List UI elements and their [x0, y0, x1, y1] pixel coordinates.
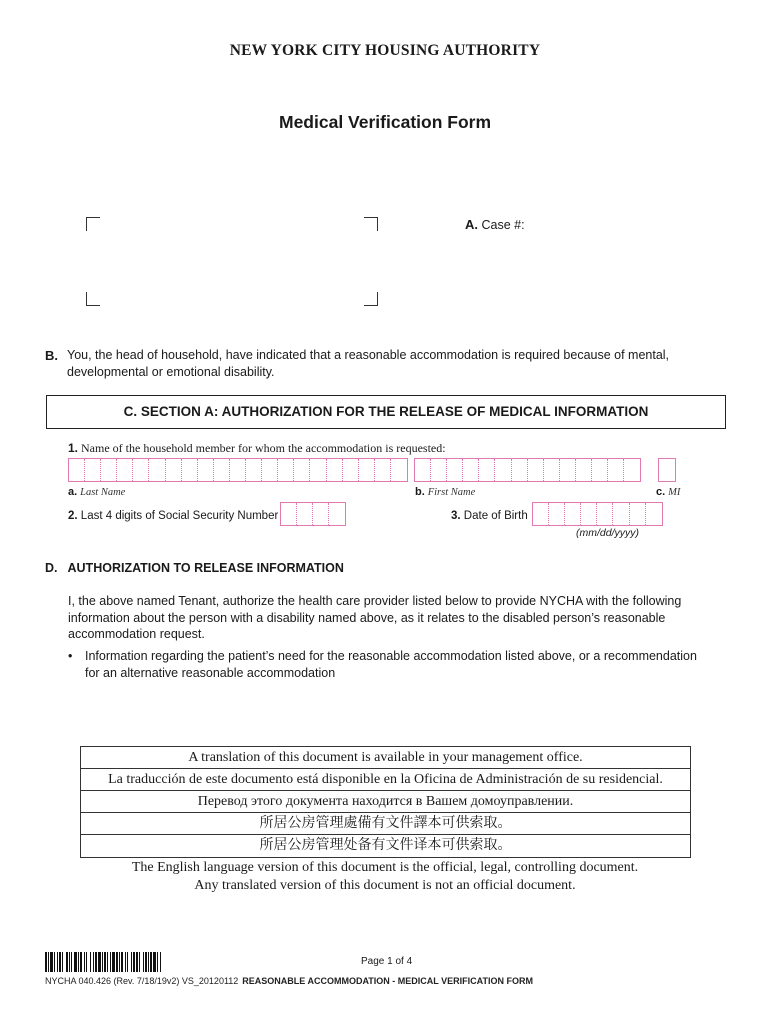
char-box[interactable] [149, 459, 165, 481]
char-box[interactable] [297, 503, 313, 525]
char-box[interactable] [659, 459, 675, 481]
char-box[interactable] [166, 459, 182, 481]
char-box[interactable] [512, 459, 528, 481]
section-d-heading [45, 561, 344, 575]
last-name-label [68, 486, 125, 498]
char-box[interactable] [646, 503, 662, 525]
char-box[interactable] [608, 459, 624, 481]
form-title: Medical Verification Form [279, 112, 491, 132]
address-window-corner-top-left [86, 217, 100, 231]
char-box[interactable] [327, 459, 343, 481]
ssn-last4-input[interactable] [280, 502, 346, 526]
question-3 [451, 510, 528, 522]
char-box[interactable] [431, 459, 447, 481]
char-box[interactable] [69, 459, 85, 481]
middle-initial-input[interactable] [658, 458, 676, 482]
form-name: REASONABLE ACCOMMODATION - MEDICAL VERIFICATION FORM [242, 976, 533, 986]
translation-note-line-1: The English language version of this document is the official, legal, controlling document. [131, 860, 639, 875]
char-box[interactable] [624, 459, 640, 481]
char-box[interactable] [597, 503, 613, 525]
char-box[interactable] [85, 459, 101, 481]
char-box[interactable] [613, 503, 629, 525]
barcode [45, 952, 288, 972]
question-1 [68, 441, 446, 456]
q3-number: 3. [451, 510, 461, 522]
mi-text: MI [668, 487, 681, 498]
char-box[interactable] [495, 459, 511, 481]
char-box[interactable] [310, 459, 326, 481]
page-number: Page 1 of 4 [361, 956, 413, 967]
date-format-hint: (mm/dd/yyyy) [576, 527, 639, 539]
address-window-corner-bottom-left [86, 292, 100, 306]
char-box[interactable] [246, 459, 262, 481]
char-box[interactable] [117, 459, 133, 481]
section-b [45, 347, 715, 381]
question-2 [68, 510, 278, 522]
first-name-letter: b. [415, 486, 425, 498]
translation-russian: Перевод этого документа находится в Вашем домоуправлении. [81, 791, 690, 813]
char-box[interactable] [278, 459, 294, 481]
address-window-corner-top-right [364, 217, 378, 231]
case-number-field[interactable] [465, 217, 525, 232]
char-box[interactable] [294, 459, 310, 481]
q3-text: Date of Birth [463, 510, 528, 522]
case-label: Case #: [481, 218, 525, 232]
last-name-input[interactable] [68, 458, 408, 482]
translation-note-line-2: Any translated version of this document is not an official document. [194, 878, 576, 893]
translation-spanish: La traducción de este documento está disponible en la Oficina de Administración de su residencial. [81, 769, 690, 791]
last-name-text: Last Name [80, 487, 126, 498]
q2-number: 2. [68, 510, 78, 522]
char-box[interactable] [533, 503, 549, 525]
char-box[interactable] [592, 459, 608, 481]
char-box[interactable] [447, 459, 463, 481]
translation-chinese-simplified: 所居公房管理处备有文件译本可供索取。 [259, 838, 512, 853]
char-box[interactable] [549, 503, 565, 525]
first-name-input[interactable] [414, 458, 641, 482]
char-box[interactable] [359, 459, 375, 481]
section-d-title: AUTHORIZATION TO RELEASE INFORMATION [67, 561, 344, 575]
char-box[interactable] [581, 503, 597, 525]
address-window-corner-bottom-right [364, 292, 378, 306]
mi-letter: c. [656, 486, 666, 498]
form-code: NYCHA 040.426 (Rev. 7/18/19v2) VS_20120112 [45, 976, 239, 986]
char-box[interactable] [391, 459, 407, 481]
translation-english: A translation of this document is available in your management office. [81, 747, 690, 769]
section-d-paragraph: I, the above named Tenant, authorize the health care provider listed below to provide NYCHA with the following information about the person with a disability named above, as it relates to the disabled person’s reasonable accommodation request. [68, 594, 682, 641]
translation-note [0, 859, 770, 895]
char-box[interactable] [281, 503, 297, 525]
char-box[interactable] [198, 459, 214, 481]
barcode-bar [161, 952, 162, 972]
section-c-heading: C. SECTION A: AUTHORIZATION FOR THE RELEASE OF MEDICAL INFORMATION [46, 395, 726, 429]
first-name-label [415, 486, 475, 498]
char-box[interactable] [630, 503, 646, 525]
section-d-bullet [68, 648, 708, 681]
char-box[interactable] [343, 459, 359, 481]
bullet-text: Information regarding the patient’s need for the reasonable accommodation listed above, or a recommendation for an alternative reasonable accommodation [85, 649, 697, 680]
char-box[interactable] [313, 503, 329, 525]
section-b-letter: B. [45, 348, 58, 363]
translation-table [80, 746, 691, 858]
q1-text: Name of the household member for whom the accommodation is requested: [81, 441, 446, 455]
last-name-letter: a. [68, 486, 78, 498]
translation-chinese-traditional: 所居公房管理處備有文件譯本可供索取。 [81, 813, 690, 835]
char-box[interactable] [101, 459, 117, 481]
first-name-text: First Name [427, 487, 476, 498]
char-box[interactable] [576, 459, 592, 481]
section-d-letter: D. [45, 561, 58, 575]
bullet-dot: • [68, 649, 73, 663]
case-letter: A. [465, 217, 478, 232]
char-box[interactable] [544, 459, 560, 481]
date-of-birth-input[interactable] [532, 502, 663, 526]
char-box[interactable] [528, 459, 544, 481]
char-box[interactable] [565, 503, 581, 525]
section-b-text: You, the head of household, have indicated that a reasonable accommodation is required because of mental, developmental or emotional disability. [67, 348, 670, 379]
agency-name: NEW YORK CITY HOUSING AUTHORITY [229, 42, 541, 59]
char-box[interactable] [182, 459, 198, 481]
q2-text: Last 4 digits of Social Security Number [80, 510, 279, 522]
form-footer [45, 976, 533, 986]
char-box[interactable] [463, 459, 479, 481]
char-box[interactable] [230, 459, 246, 481]
char-box[interactable] [415, 459, 431, 481]
char-box[interactable] [375, 459, 391, 481]
char-box[interactable] [560, 459, 576, 481]
mi-label [656, 486, 680, 498]
char-box[interactable] [214, 459, 230, 481]
char-box[interactable] [133, 459, 149, 481]
q1-number: 1. [68, 441, 79, 455]
char-box[interactable] [329, 503, 345, 525]
char-box[interactable] [262, 459, 278, 481]
char-box[interactable] [479, 459, 495, 481]
